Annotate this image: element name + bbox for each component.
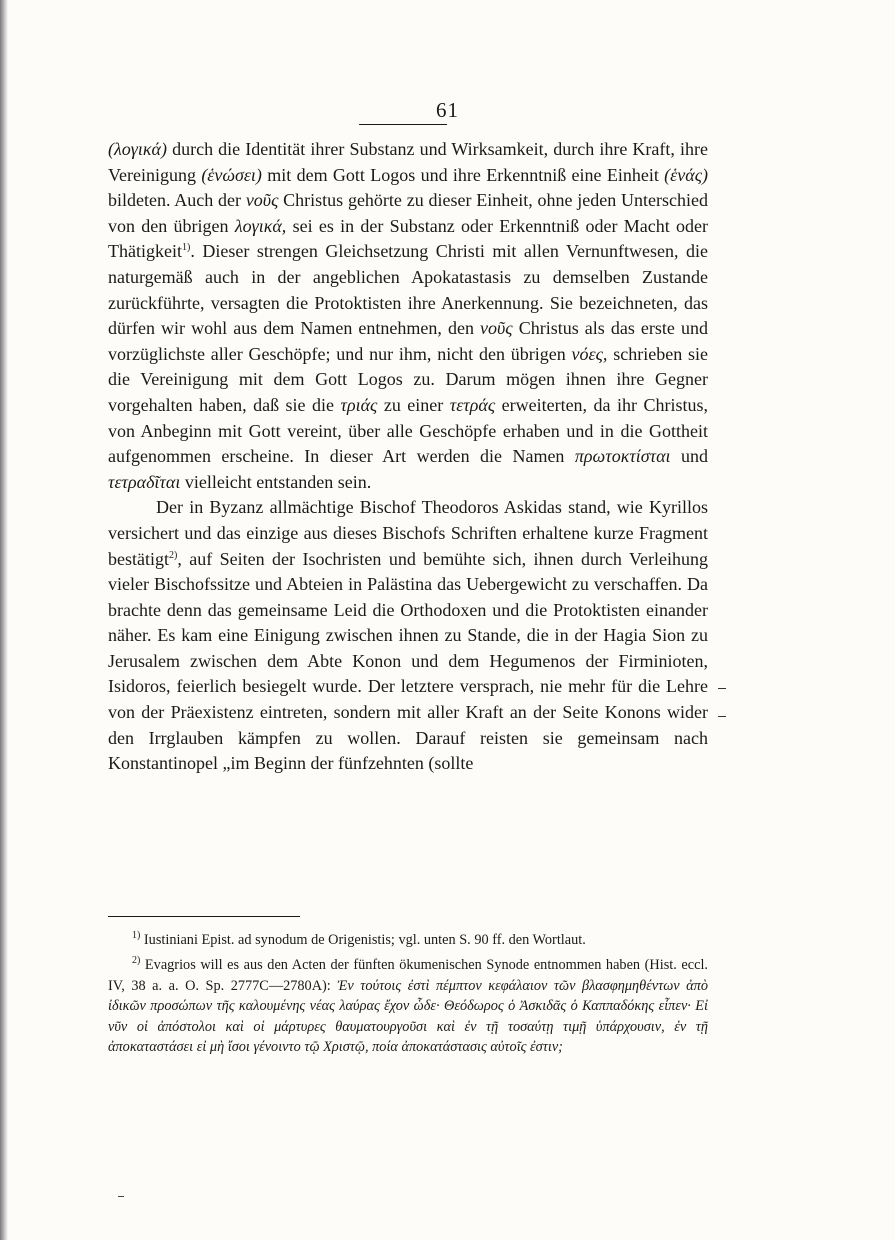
text-run: Evagrios will es aus den Acten der fünften ökumenischen Synode entnommen haben (Hist. eccl. IV, 38 a. a. O. Sp. 2777C—2780A): (108, 957, 708, 994)
greek-term: λογικά, (234, 215, 287, 236)
greek-term: νόες, (571, 343, 608, 364)
greek-term: (λογικά) (108, 139, 167, 159)
text-run: mit dem Gott Logos und ihre Erkenntniß eine Einheit (261, 164, 665, 185)
scan-binding-edge (0, 0, 8, 1240)
footnote-marker: 1) (181, 242, 191, 254)
text-run: sei es in der Substanz oder Erkenntniß oder Macht oder Thätigkeit (108, 215, 708, 262)
text-run: Christus als das erste und vorzüglichste aller Geschöpfe; und nur ihm, nicht den übrigen (108, 318, 708, 364)
text-run: Iustiniani Epist. ad synodum de Origenistis; vgl. unten S. 90 ff. den Wortlaut. (140, 932, 586, 948)
greek-term: τριάς (340, 394, 378, 415)
text-run: zu einer (377, 394, 450, 415)
greek-term: (ἑνάς) (664, 164, 708, 185)
footnote-rule (108, 916, 300, 917)
greek-term: Ἐν τούτοις ἐστὶ πέμπτον κεφάλαιον τῶν βλασφημηθέντων ἀπὸ ἰδικῶν προσώπων τῆς καλουμένης νέας λαύρας ἔχον ὧδε· Θεόδωρος ὁ Ἀσκιδᾶς ὁ Καππαδόκης εἶπεν· Εἰ νῦν οἱ ἀπόστολοι καὶ οἱ μάρτυρες θαυματουργοῦσι καὶ ἐν τῇ τοσαύτῃ τιμῇ ὑπάρχουσιν, ἐν τῇ ἀποκαταστάσει εἰ μὴ ἴσοι γένοιντο τῷ Χριστῷ, ποία ἀποκατάστασις αὐτοῖς ἐστιν; (108, 977, 708, 1056)
footnotes (108, 930, 708, 1062)
body-text (108, 137, 708, 777)
paragraph (108, 137, 708, 495)
footnote-marker: 1) (132, 930, 141, 942)
page-number: 61 (436, 98, 459, 122)
text-run: bildeten. Auch der (108, 190, 246, 211)
text-run: Der in Byzanz allmächtige Bischof Theodoros Askidas stand, wie Kyrillos versichert und das einzige aus dieses Bischofs Schriften erhaltene kurze Fragment bestätigt (108, 497, 708, 569)
footnote-marker: 2) (132, 955, 141, 967)
margin-mark (718, 716, 726, 717)
margin-mark (718, 688, 726, 689)
text-run: erweiterten, da ihr Christus, von Anbeginn mit Gott vereint, über alle Geschöpfe erhaben und in die Gottheit aufgenommen erscheine. In dieser Art werden die Namen (108, 394, 708, 467)
greek-term: (ἑνώσει) (201, 164, 262, 185)
text-run: und (670, 446, 709, 467)
greek-term: τετραδῖται (108, 471, 181, 492)
greek-term: νοῦς (480, 318, 513, 339)
text-run: vielleicht entstanden sein. (180, 471, 372, 492)
greek-term: πρωτοκτίσται (574, 446, 671, 467)
footnote-marker: 2) (169, 549, 178, 561)
footnote (108, 955, 708, 1057)
text-run: schrieben sie die Vereinigung mit dem Gott Logos zu. Darum mögen ihnen ihre Gegner vorgehalten haben, daß sie die (108, 343, 708, 415)
footnote (108, 930, 708, 950)
paragraph (108, 495, 708, 777)
text-run: , auf Seiten der Isochristen und bemühte sich, ihnen durch Verleihung vieler Bischofssitze und Abteien in Palästina das Uebergewicht zu verschaffen. Da brachte denn das gemeinsame Leid die Orthodoxen und die Protoktisten einander näher. Es kam eine Einigung zwischen ihnen zu Stande, die in der Hagia Sion zu Jerusalem zwischen dem Abte Konon und dem Hegumenos der Firminioten, Isidoros, feierlich besiegelt wurde. Der letztere versprach, nie mehr für die Lehre von der Präexistenz eintreten, sondern mit aller Kraft an der Seite Konons wider den Irrglauben kämpfen zu wollen. Darauf reisten sie gemeinsam nach Konstantinopel „im Beginn der fünfzehnten (sollte (108, 548, 708, 774)
scan-mark (118, 1196, 124, 1197)
greek-term: νοῦς (245, 190, 279, 211)
text-run: Christus gehörte zu dieser Einheit, ohne jeden Unterschied von den übrigen (108, 190, 708, 236)
text-run: durch die Identität ihrer Substanz und Wirksamkeit, durch ihre Kraft, ihre Vereinigung (108, 139, 708, 185)
greek-term: τετράς (449, 394, 496, 415)
page-number-rule (359, 124, 447, 125)
text-run: . Dieser strengen Gleichsetzung Christi mit allen Vernunftwesen, die naturgemäß auch in der angeblichen Apokatastasis zu demselben Zustande zurückführte, versagten die Protoktisten ihre Anerkennung. Sie bezeichneten, das dürfen wir wohl aus dem Namen entnehmen, den (108, 241, 708, 339)
